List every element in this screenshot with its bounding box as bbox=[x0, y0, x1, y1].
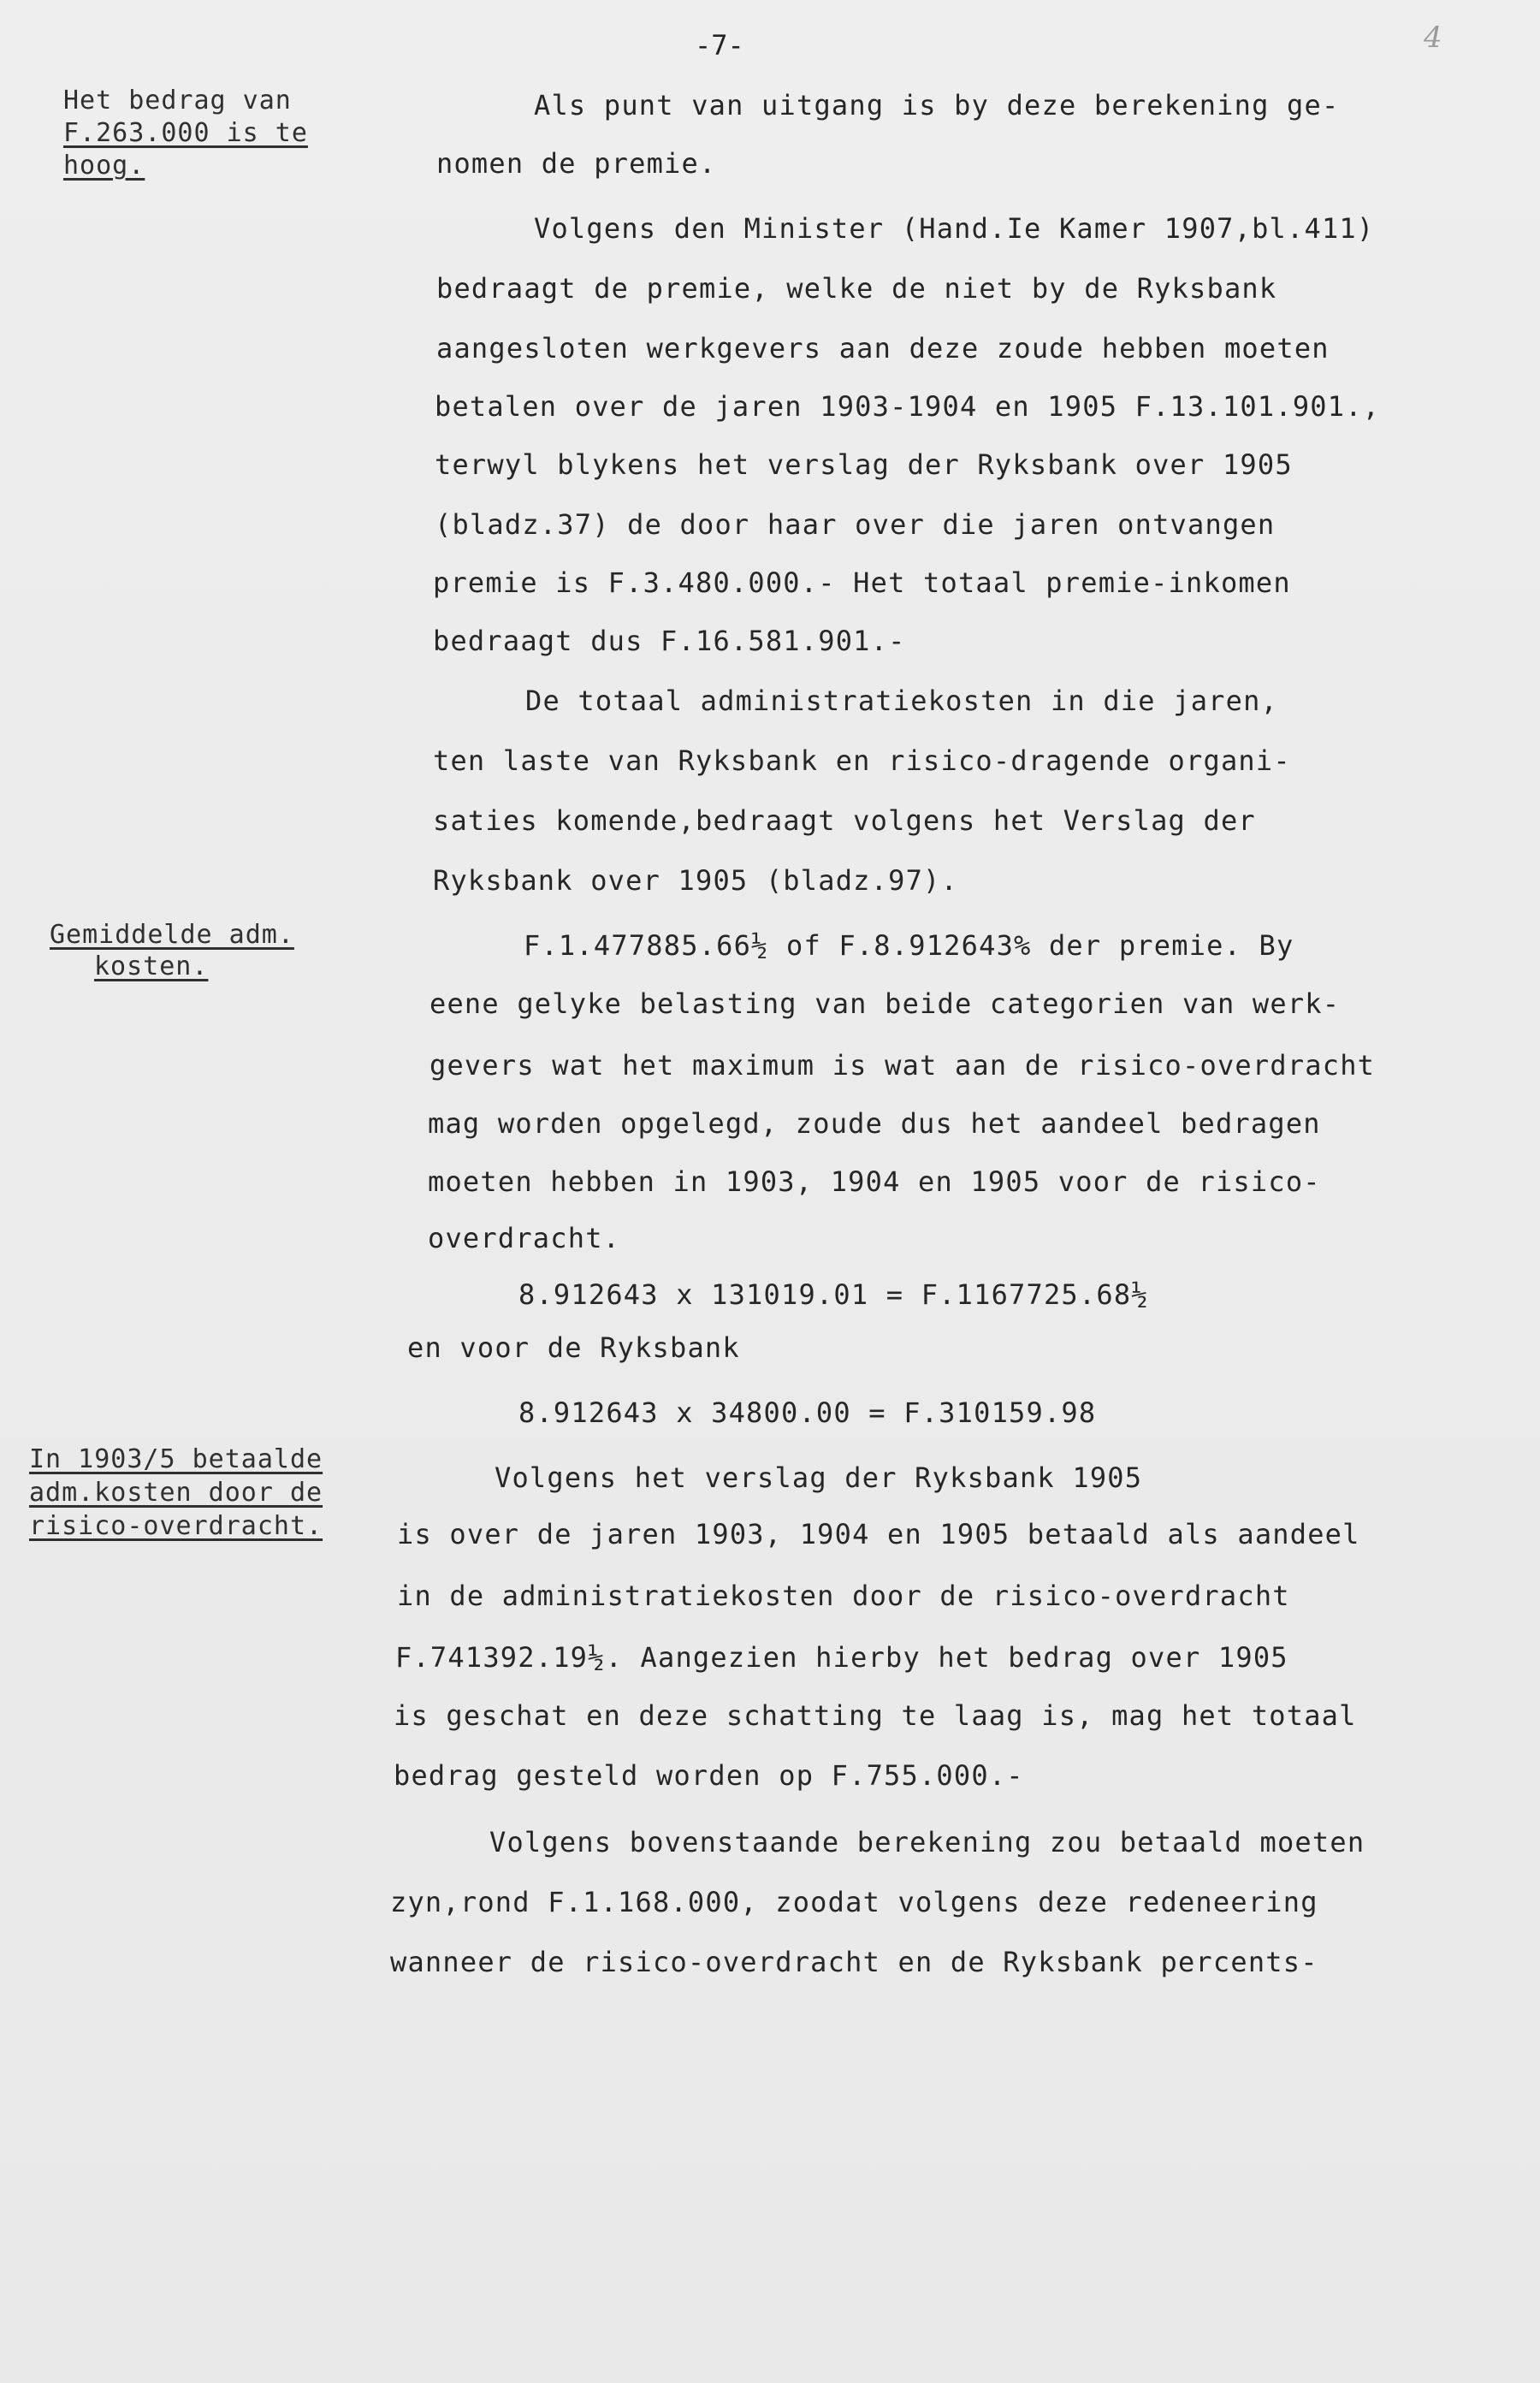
body-text-line: 8.912643 x 131019.01 = F.1167725.68½ bbox=[518, 1278, 1149, 1311]
body-text-line: is over de jaren 1903, 1904 en 1905 betaald als aandeel bbox=[397, 1518, 1360, 1550]
margin-note-line: In 1903/5 betaalde bbox=[29, 1444, 323, 1474]
body-text-line: aangesloten werkgevers aan deze zoude hebben moeten bbox=[436, 332, 1330, 365]
body-text-line: saties komende,bedraagt volgens het Verslag der bbox=[433, 804, 1256, 837]
body-text-line: 8.912643 x 34800.00 = F.310159.98 bbox=[518, 1396, 1097, 1429]
margin-note-line: hoog. bbox=[63, 151, 145, 181]
body-text-line: eene gelyke belasting van beide categorien van werk- bbox=[429, 987, 1341, 1020]
body-text-line: bedrag gesteld worden op F.755.000.- bbox=[394, 1759, 1024, 1792]
page-number: -7- bbox=[695, 29, 744, 62]
margin-note-line: F.263.000 is te bbox=[63, 118, 308, 148]
body-text-line: gevers wat het maximum is wat aan de risico-overdracht bbox=[429, 1049, 1376, 1082]
body-text-line: in de administratiekosten door de risico-overdracht bbox=[397, 1580, 1290, 1612]
body-text-line: overdracht. bbox=[428, 1222, 621, 1254]
body-text-line: nomen de premie. bbox=[436, 147, 717, 180]
body-text-line: mag worden opgelegd, zoude dus het aandeel bedragen bbox=[428, 1107, 1321, 1140]
body-text-line: (bladz.37) de door haar over die jaren ontvangen bbox=[435, 508, 1276, 541]
body-text-line: premie is F.3.480.000.- Het totaal premie-inkomen bbox=[433, 566, 1291, 599]
margin-note-line: adm.kosten door de bbox=[29, 1478, 323, 1508]
body-text-line: bedraagt de premie, welke de niet by de Ryksbank bbox=[436, 272, 1277, 305]
body-text-line: ten laste van Ryksbank en risico-dragende organi- bbox=[433, 744, 1291, 777]
body-text-line: Als punt van uitgang is by deze berekening ge- bbox=[534, 89, 1340, 122]
body-text-line: F.741392.19½. Aangezien hierby het bedrag over 1905 bbox=[395, 1641, 1288, 1674]
body-text-line: terwyl blykens het verslag der Ryksbank over 1905 bbox=[435, 448, 1293, 481]
body-text-line: bedraagt dus F.16.581.901.- bbox=[433, 625, 906, 657]
body-text-line: betalen over de jaren 1903-1904 en 1905 F.13.101.901., bbox=[435, 390, 1381, 423]
body-text-line: Volgens het verslag der Ryksbank 1905 bbox=[495, 1461, 1143, 1494]
body-text-line: Volgens den Minister (Hand.Ie Kamer 1907,bl.411) bbox=[534, 212, 1375, 245]
body-text-line: Volgens bovenstaande berekening zou betaald moeten bbox=[489, 1826, 1365, 1858]
body-text-line: F.1.477885.66½ of F.8.912643% der premie. By bbox=[524, 929, 1294, 962]
body-text-line: wanneer de risico-overdracht en de Ryksbank percents- bbox=[390, 1946, 1318, 1978]
body-text-line: en voor de Ryksbank bbox=[407, 1331, 740, 1364]
body-text-line: moeten hebben in 1903, 1904 en 1905 voor de risico- bbox=[428, 1165, 1321, 1198]
margin-note-line: Het bedrag van bbox=[63, 86, 292, 116]
handwritten-page-mark: 4 bbox=[1424, 21, 1442, 55]
body-text-line: De totaal administratiekosten in die jaren, bbox=[525, 685, 1279, 717]
body-text-line: is geschat en deze schatting te laag is, mag het totaal bbox=[394, 1699, 1357, 1732]
margin-note-line: kosten. bbox=[94, 951, 209, 981]
margin-note-line: Gemiddelde adm. bbox=[50, 920, 294, 950]
body-text-line: zyn,rond F.1.168.000, zoodat volgens deze redeneering bbox=[390, 1886, 1318, 1918]
margin-note-line: risico-overdracht. bbox=[29, 1511, 323, 1541]
body-text-line: Ryksbank over 1905 (bladz.97). bbox=[433, 864, 958, 897]
